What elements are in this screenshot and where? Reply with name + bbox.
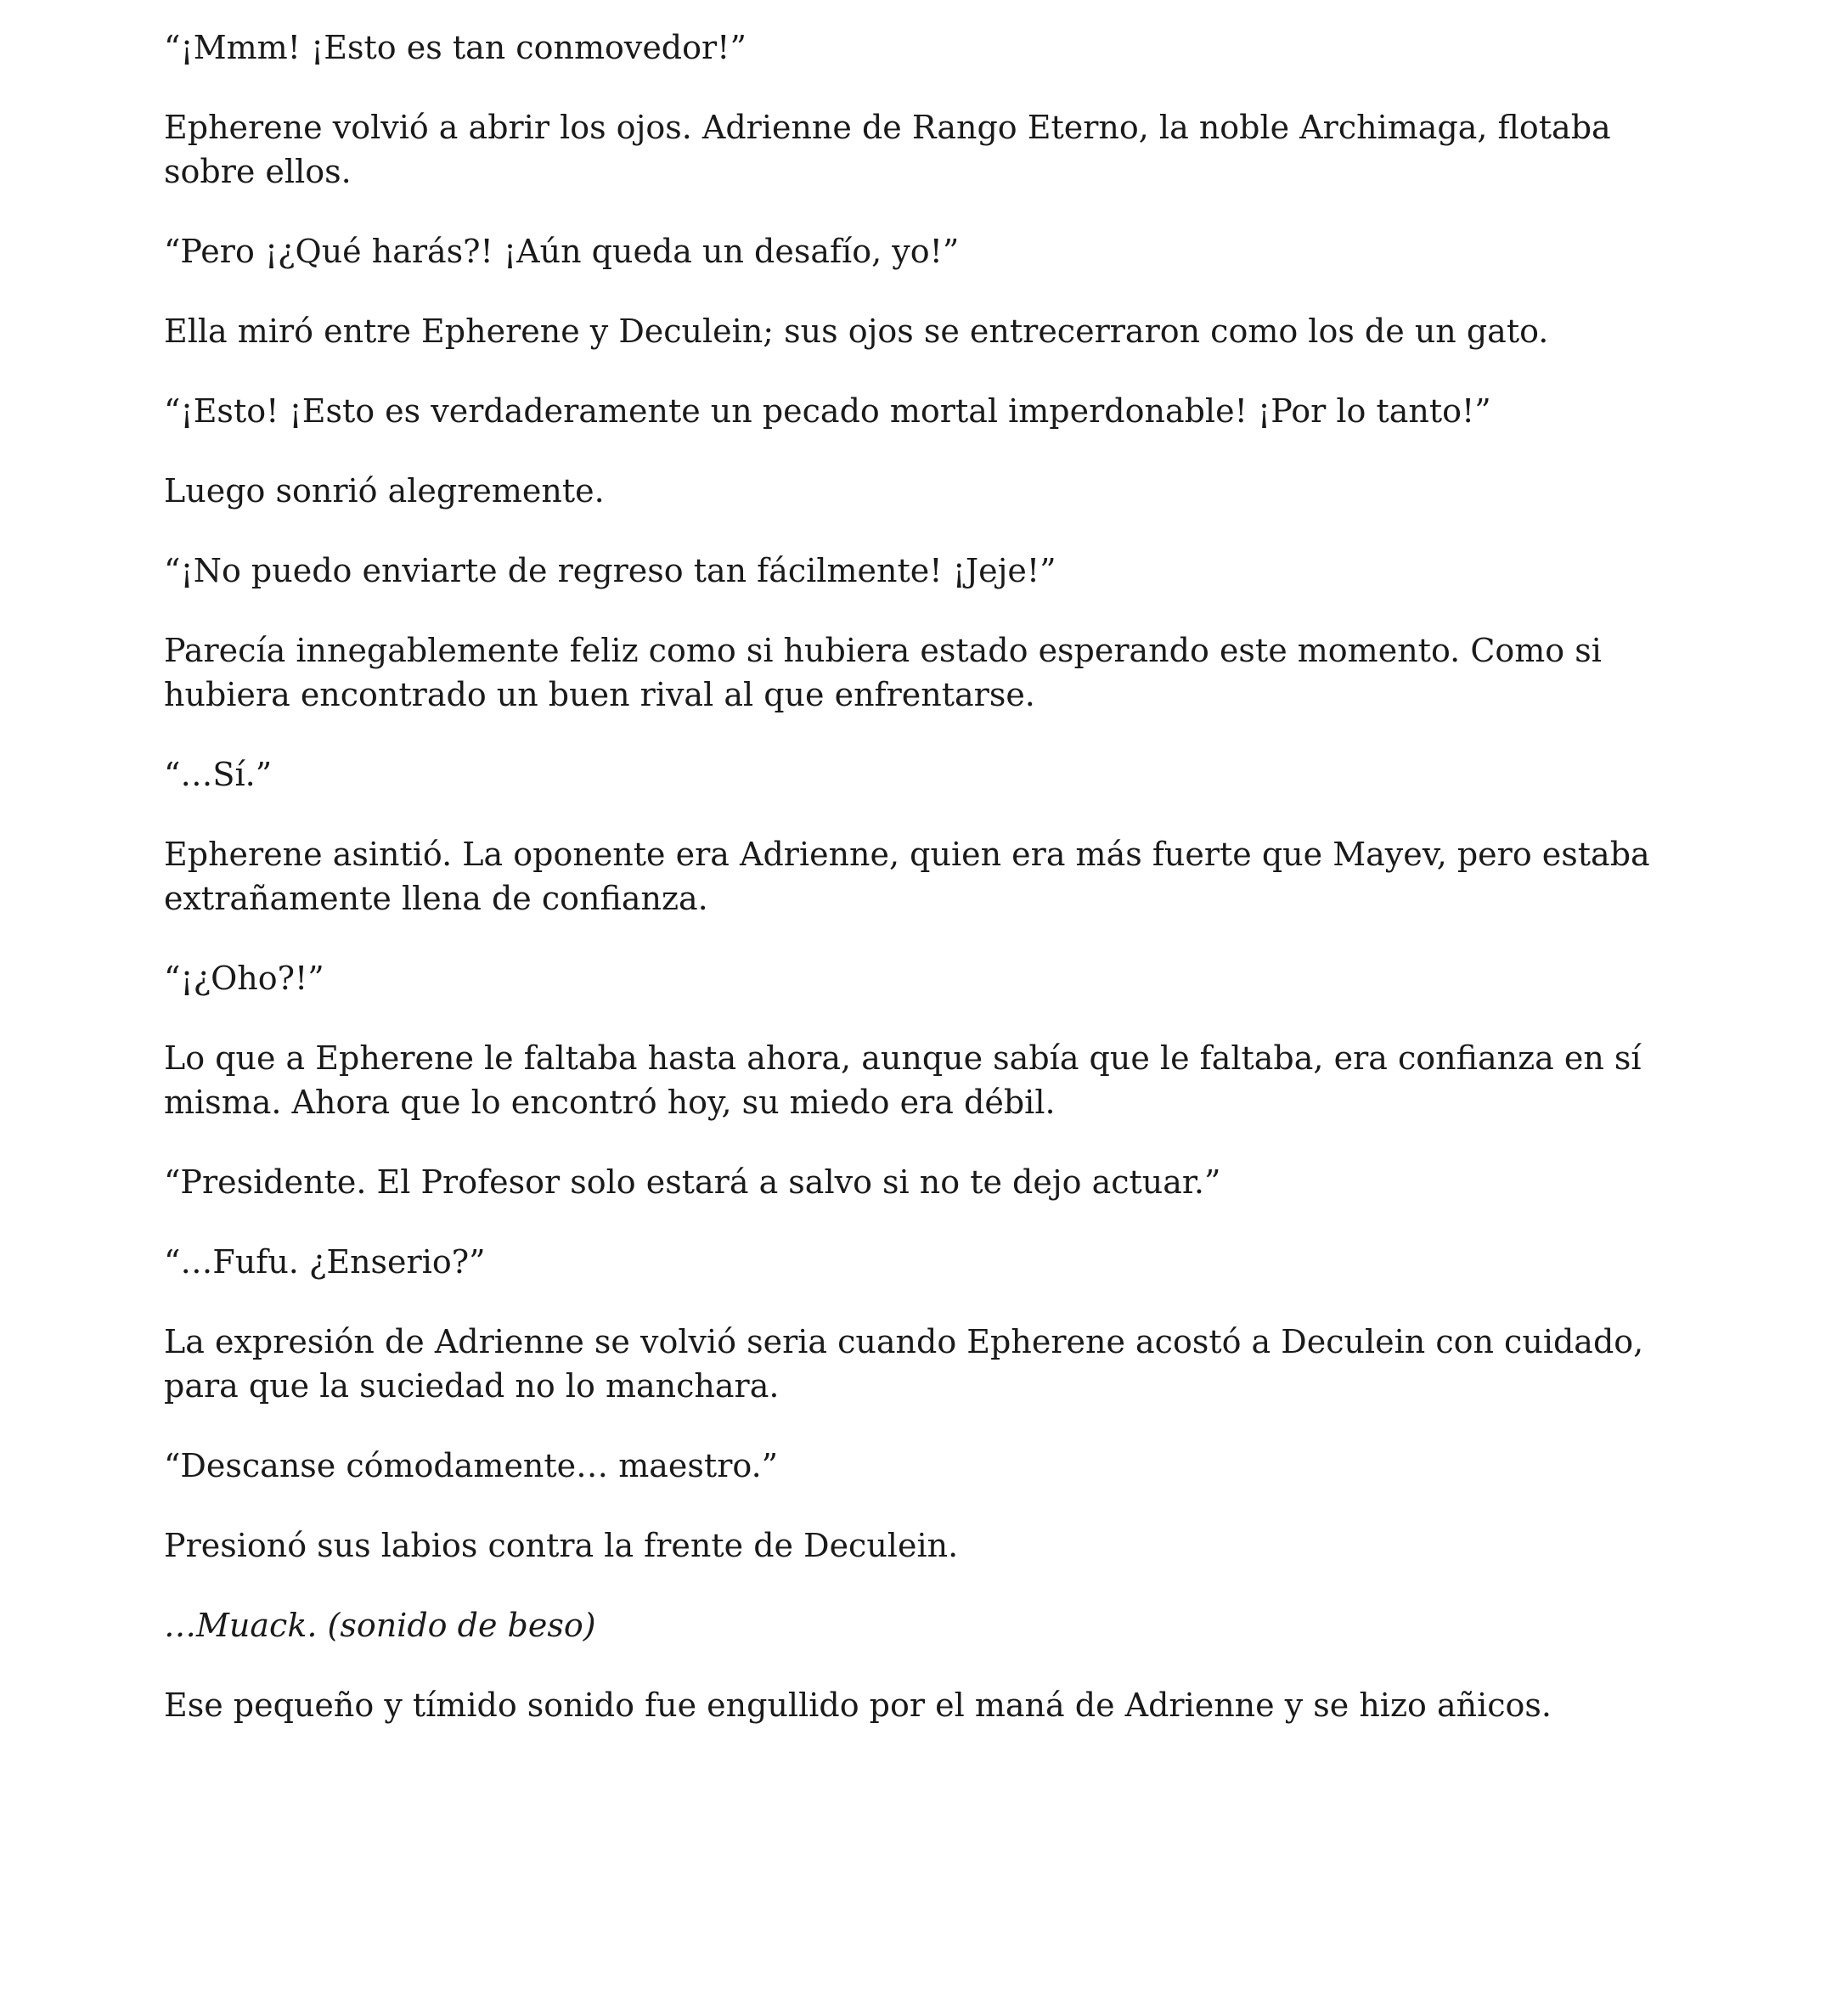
document-page bbox=[164, 25, 1693, 1763]
paragraph-8: Parecía innegablemente feliz como si hubiera estado esperando este momento. Como si hubiera encontrado un buen rival al que enfrentarse. bbox=[164, 632, 1602, 713]
paragraph-18: …Muack. (sonido de beso) bbox=[164, 1607, 596, 1644]
paragraph-19: Ese pequeño y tímido sonido fue engullido por el maná de Adrienne y se hizo añicos. bbox=[164, 1686, 1552, 1724]
paragraph-7: “¡No puedo enviarte de regreso tan fácilmente! ¡Jeje!” bbox=[164, 552, 1056, 589]
paragraph-13: “Presidente. El Profesor solo estará a salvo si no te dejo actuar.” bbox=[164, 1163, 1221, 1201]
paragraph-3: “Pero ¡¿Qué harás?! ¡Aún queda un desafío, yo!” bbox=[164, 233, 960, 270]
paragraph-16: “Descanse cómodamente… maestro.” bbox=[164, 1447, 779, 1484]
paragraph-10: Epherene asintió. La oponente era Adrienne, quien era más fuerte que Mayev, pero estaba extrañamente llena de confianza. bbox=[164, 836, 1650, 917]
paragraph-5: “¡Esto! ¡Esto es verdaderamente un pecado mortal imperdonable! ¡Por lo tanto!” bbox=[164, 392, 1491, 430]
paragraph-12: Lo que a Epherene le faltaba hasta ahora, aunque sabía que le faltaba, era confianza en sí misma. Ahora que lo encontró hoy, su miedo era débil. bbox=[164, 1039, 1642, 1121]
paragraph-17: Presionó sus labios contra la frente de Deculein. bbox=[164, 1527, 959, 1564]
paragraph-11: “¡¿Oho?!” bbox=[164, 960, 324, 997]
paragraph-15: La expresión de Adrienne se volvió seria cuando Epherene acostó a Deculein con cuidado, para que la suciedad no lo manchara. bbox=[164, 1323, 1644, 1405]
paragraph-4: Ella miró entre Epherene y Deculein; sus ojos se entrecerraron como los de un gato. bbox=[164, 313, 1549, 350]
paragraph-14: “…Fufu. ¿Enserio?” bbox=[164, 1243, 486, 1281]
paragraph-9: “…Sí.” bbox=[164, 756, 273, 793]
paragraph-6: Luego sonrió alegremente. bbox=[164, 472, 605, 510]
paragraph-2: Epherene volvió a abrir los ojos. Adrienne de Rango Eterno, la noble Archimaga, flotaba sobre ellos. bbox=[164, 109, 1611, 190]
paragraph-1: “¡Mmm! ¡Esto es tan conmovedor!” bbox=[164, 29, 747, 66]
